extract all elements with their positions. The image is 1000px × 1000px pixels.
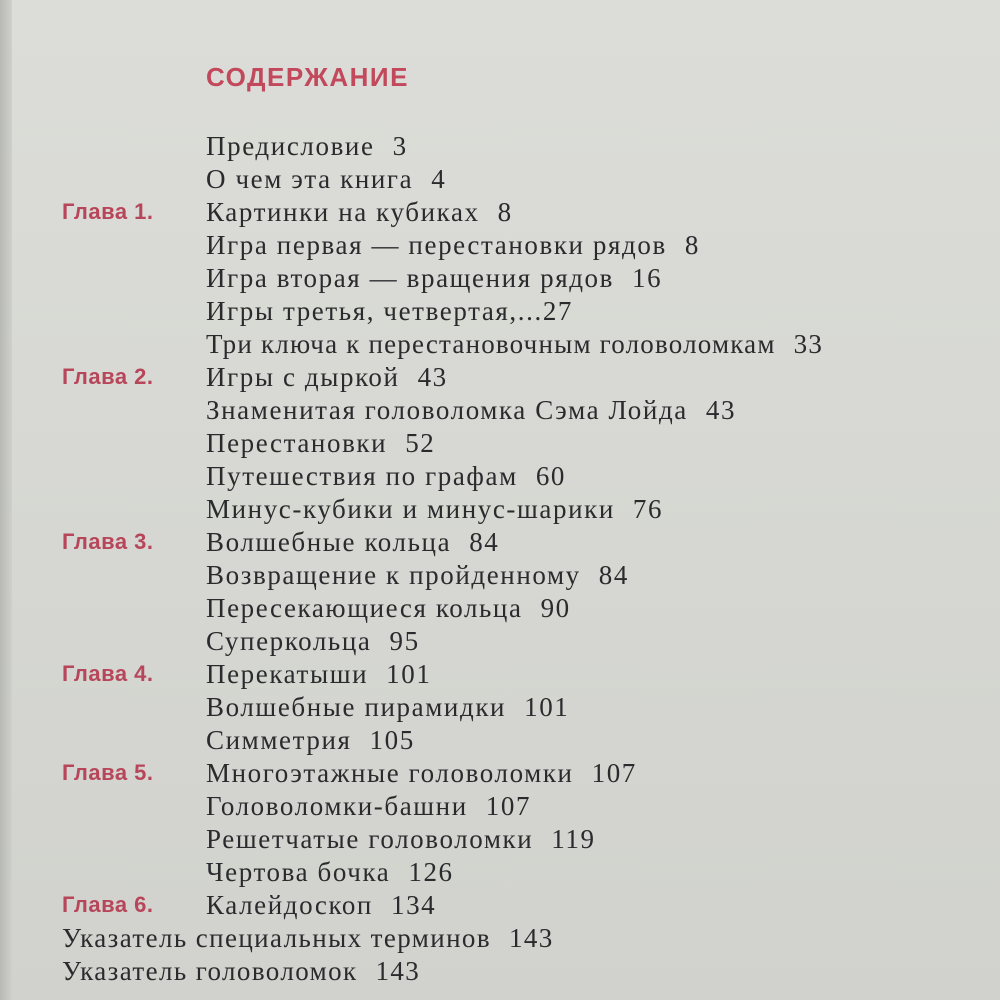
entry-title: Путешествия по графам [206, 461, 518, 491]
entry-page: 84 [469, 527, 500, 557]
chapter-entry [206, 757, 637, 789]
chapter-entry [206, 526, 499, 558]
chapter-entry [206, 361, 448, 393]
entry-title: Многоэтажные головоломки [206, 758, 574, 788]
entry-page: 107 [485, 791, 532, 821]
entry-title: Симметрия [206, 725, 352, 755]
entry-title: Перекатыши [206, 659, 369, 689]
toc-entry [206, 130, 408, 162]
entry-title: Пересекающиеся кольца [206, 593, 523, 623]
toc-entry [62, 955, 420, 987]
entry-page: 8 [497, 197, 513, 227]
entry-title: Предисловие [206, 131, 375, 161]
chapter-label: Глава 4. [62, 661, 154, 686]
entry-page: 4 [431, 164, 447, 194]
section-entry [206, 823, 596, 855]
entry-title: Игры с дыркой [206, 362, 400, 392]
chapter-entry [206, 658, 431, 690]
section-entry [206, 856, 454, 888]
entry-title: Головоломки-башни [206, 791, 468, 821]
entry-page: 52 [405, 428, 436, 458]
entry-title: Указатель специальных терминов [62, 923, 491, 953]
section-entry [206, 295, 573, 327]
section-entry [206, 427, 435, 459]
entry-page: 119 [551, 824, 596, 854]
toc-entry [206, 163, 446, 195]
entry-page: 3 [392, 131, 408, 161]
entry-title: О чем эта книга [206, 164, 414, 194]
chapter-label: Глава 2. [62, 364, 154, 389]
entry-page: 101 [524, 692, 570, 722]
entry-title: Игра первая — перестановки рядов [206, 230, 667, 260]
chapter-label: Глава 6. [62, 892, 154, 917]
entry-page: 134 [390, 890, 437, 920]
section-entry [206, 625, 420, 657]
entry-title: Перестановки [206, 428, 388, 458]
entry-page: 43 [705, 395, 737, 425]
entry-page: 143 [508, 923, 554, 953]
section-entry [206, 559, 629, 591]
entry-page: 27 [542, 296, 574, 326]
entry-title: Три ключа к перестановочным головоломкам [206, 329, 776, 359]
entry-page: 143 [375, 956, 421, 986]
page-edge-shadow [0, 0, 12, 1000]
section-entry [206, 394, 736, 426]
section-entry [206, 262, 662, 294]
section-entry [206, 493, 663, 525]
entry-page: 8 [684, 230, 700, 260]
section-entry [206, 229, 700, 261]
entry-title: Знаменитая головоломка Сэма Лойда [206, 395, 688, 425]
entry-title: Картинки на кубиках [206, 197, 480, 227]
chapter-entry [206, 889, 436, 921]
entry-page: 16 [632, 263, 663, 293]
chapter-label: Глава 3. [62, 529, 154, 554]
entry-page: 43 [417, 362, 448, 392]
section-entry [206, 691, 569, 723]
section-entry [206, 592, 571, 624]
section-entry [206, 460, 566, 492]
entry-title: Калейдоскоп [206, 890, 373, 920]
toc-entry [62, 922, 554, 954]
entry-page: 101 [386, 659, 432, 689]
entry-title: Суперкольца [206, 626, 372, 656]
entry-title: Решетчатые головоломки [206, 824, 534, 854]
entry-page: 84 [598, 560, 629, 590]
chapter-label: Глава 5. [62, 760, 154, 785]
entry-page: 126 [408, 857, 454, 887]
entry-title: Волшебные пирамидки [206, 692, 507, 722]
entry-page: 107 [591, 758, 637, 788]
entry-title: Игры третья, четвертая,... [206, 296, 543, 326]
chapter-entry [206, 196, 513, 228]
entry-page: 60 [535, 461, 567, 491]
section-entry [206, 724, 415, 756]
entry-page: 90 [540, 593, 571, 623]
entry-page: 105 [369, 725, 415, 755]
entry-page: 95 [389, 626, 420, 656]
entry-page: 33 [793, 329, 824, 359]
section-entry [206, 790, 531, 822]
section-entry [206, 328, 823, 360]
entry-title: Минус-кубики и минус-шарики [206, 494, 615, 524]
entry-title: Возвращение к пройденному [206, 560, 581, 590]
entry-title: Игра вторая — вращения рядов [206, 263, 615, 293]
entry-page: 76 [632, 494, 664, 524]
entry-title: Чертова бочка [206, 857, 391, 887]
toc-title: СОДЕРЖАНИЕ [206, 62, 409, 92]
chapter-label: Глава 1. [62, 199, 154, 224]
entry-title: Указатель головоломок [62, 956, 358, 986]
entry-title: Волшебные кольца [206, 527, 452, 557]
